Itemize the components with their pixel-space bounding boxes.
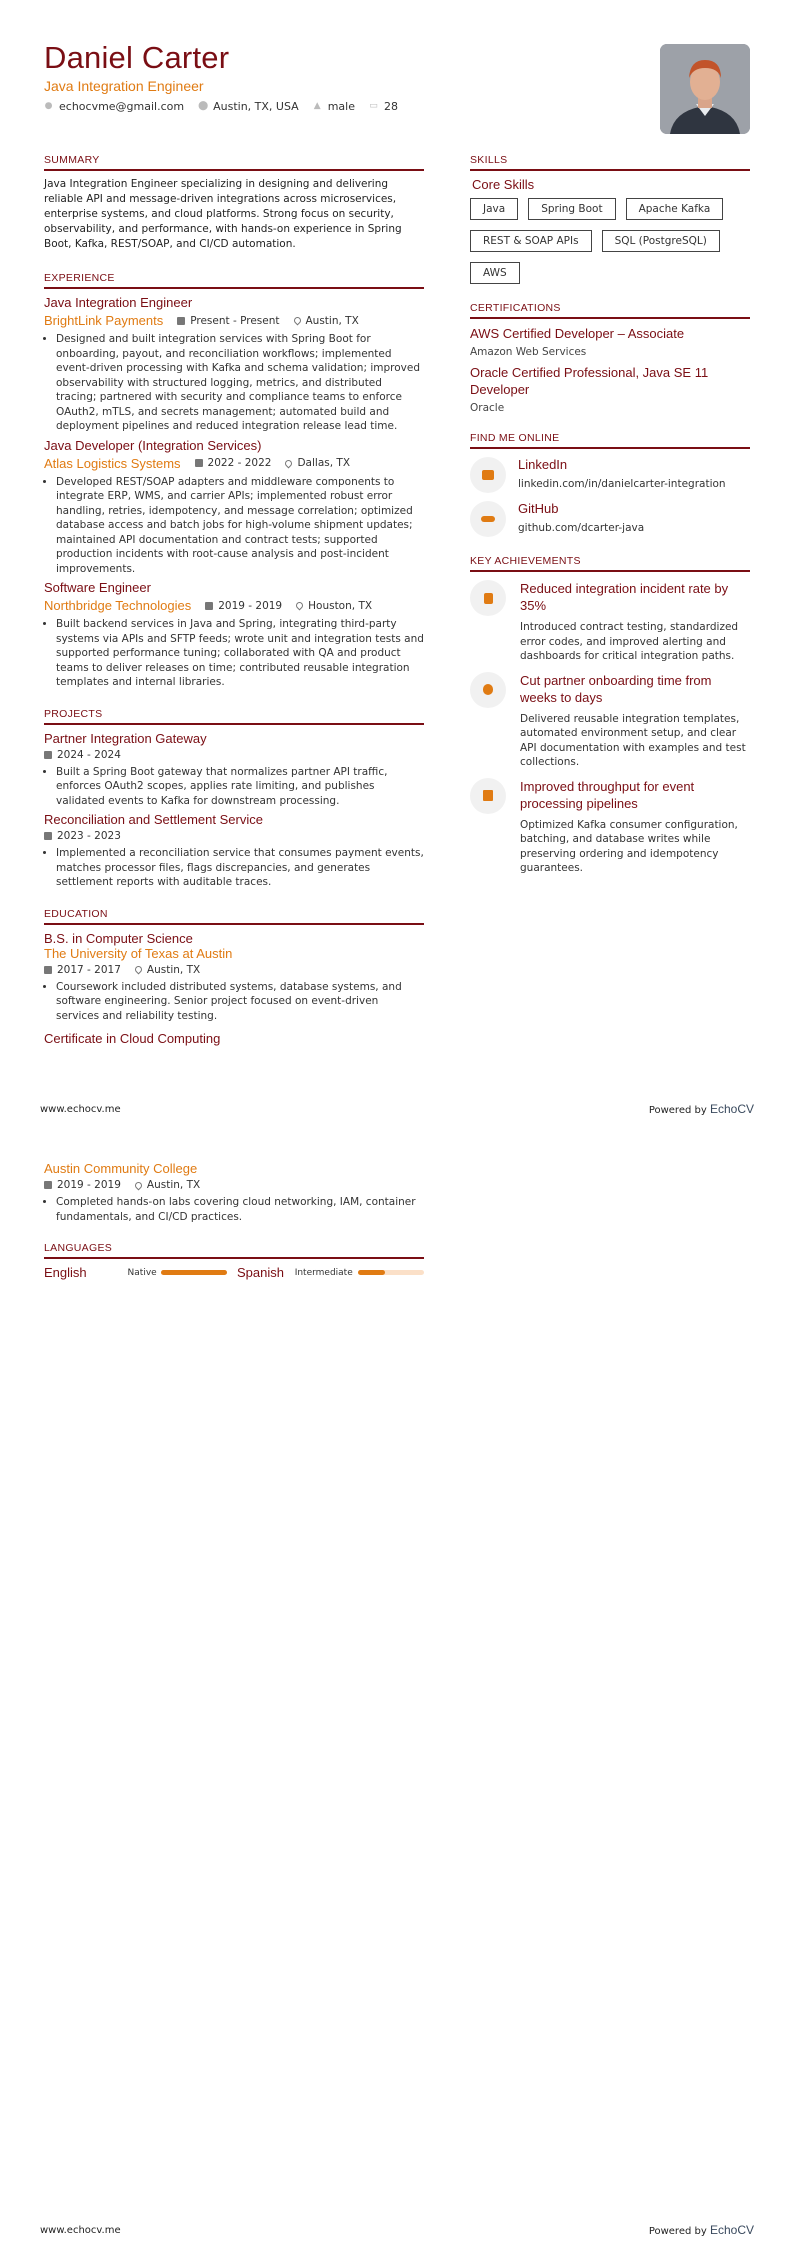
- experience-dates: [195, 457, 272, 469]
- skills-heading: SKILLS: [470, 154, 750, 171]
- calendar-icon: [44, 966, 52, 974]
- experience-location: [285, 457, 350, 469]
- education-meta: [44, 964, 424, 976]
- achievement-title: Cut partner onboarding time from weeks to days: [520, 672, 712, 705]
- email-icon: ●: [44, 101, 53, 111]
- calendar-icon: [44, 751, 52, 759]
- location-icon: ⬤: [198, 101, 209, 111]
- experience-item: [44, 438, 424, 577]
- achievement-desc: Introduced contract testing, standardized error codes, and improved alerting and dashboards for critical integration paths.: [520, 621, 739, 662]
- education-item: [44, 931, 424, 1024]
- person-icon: ▲: [313, 101, 321, 111]
- certifications-heading: CERTIFICATIONS: [470, 302, 750, 319]
- language-bar-fill: [358, 1270, 384, 1275]
- certification-name: Oracle Certified Professional, Java SE 11 Developer: [470, 365, 709, 397]
- summary-heading: SUMMARY: [44, 154, 424, 171]
- online-link[interactable]: github.com/dcarter-java: [518, 522, 645, 534]
- project-name: Partner Integration Gateway: [44, 730, 207, 746]
- project-item: [44, 731, 424, 809]
- language-level: Intermediate: [294, 1267, 353, 1278]
- dates-text: 2017 - 2017: [57, 963, 121, 976]
- dates-text: Present - Present: [190, 314, 280, 327]
- online-name: LinkedIn: [518, 457, 568, 472]
- achievement-title: Improved throughput for event processing pipelines: [520, 778, 695, 811]
- language-name: English: [44, 1265, 87, 1280]
- right-column: [470, 154, 750, 876]
- online-item-github: [470, 501, 750, 537]
- location-pin-icon: [292, 316, 302, 326]
- experience-bullet: • Developed REST/SOAP adapters and middleware components to integrate ERP, WMS, and carrier APIs; implemented robust error handling, retries, idempotency, and message correlation; optimized database access and batch jobs for high-volume shipment updates; maintained API documentation and contract tests; supported production incidents with root-cause analysis and post-incident improvements.: [56, 475, 424, 577]
- experience-bullet: • Built backend services in Java and Spring, integrating third-party systems via APIs and SFTP feeds; wrote unit and integration tests and supported performance tuning; collaborated with QA and product teams to deliver releases on time; contributed reusable integration templates and internal libraries.: [56, 617, 424, 690]
- education-degree: Certificate in Cloud Computing: [44, 1031, 221, 1046]
- factory-icon: [470, 778, 506, 814]
- location-text: Austin, TX: [146, 963, 201, 976]
- project-name: Reconciliation and Settlement Service: [44, 812, 263, 827]
- language-level: Native: [127, 1267, 157, 1278]
- experience-location: [294, 315, 359, 327]
- page-footer: [40, 2223, 754, 2237]
- location-text: Austin, TX: [146, 1179, 201, 1191]
- dates-text: 2024 - 2024: [57, 748, 121, 761]
- skill-group-title: Core Skills: [472, 177, 535, 192]
- footer-site[interactable]: www.echocv.me: [40, 2224, 121, 2236]
- experience-dates: [177, 315, 279, 327]
- candidate-title: Java Integration Engineer: [44, 78, 204, 94]
- footer-site[interactable]: www.echocv.me: [40, 1103, 121, 1115]
- experience-item: [44, 295, 424, 434]
- education-degree: B.S. in Computer Science: [44, 930, 193, 946]
- certification-item: [470, 325, 750, 358]
- experience-meta: [44, 313, 424, 328]
- skill-chip: AWS: [470, 262, 520, 284]
- experience-company: Northbridge Technologies: [44, 598, 192, 613]
- summary-text: Java Integration Engineer specializing in designing and delivering reliable API and message-driven integrations across microservices, enterprise systems, and cloud platforms. Strong focus on security, observability, and performance, with hands-on experience in Spring Boot, Kafka, REST/SOAP, and CI/CD automation.: [44, 178, 402, 250]
- github-icon: [470, 501, 506, 537]
- gender-text: male: [327, 100, 355, 113]
- bug-icon: [470, 672, 506, 708]
- project-meta: [44, 830, 424, 842]
- location-text: Austin, TX, USA: [213, 100, 299, 113]
- education-heading: EDUCATION: [44, 908, 424, 925]
- achievement-item: [470, 778, 750, 876]
- certification-org: Oracle: [470, 402, 505, 414]
- project-bullets: [44, 846, 424, 890]
- age-item: [369, 100, 398, 113]
- experience-dates: [205, 600, 282, 612]
- email-text: echocvme@gmail.com: [59, 100, 185, 113]
- resume-page-2: [0, 1123, 794, 2246]
- education-bullet: • Completed hands-on labs covering cloud networking, IAM, container fundamentals, and CI/CD practices.: [56, 1195, 424, 1224]
- email-item: [44, 100, 184, 113]
- location-text: Dallas, TX: [297, 457, 351, 469]
- experience-role: Java Integration Engineer: [44, 295, 193, 310]
- languages-row: [44, 1265, 424, 1280]
- online-heading: FIND ME ONLINE: [470, 432, 750, 449]
- online-link[interactable]: linkedin.com/in/danielcarter-integration: [518, 478, 726, 490]
- certification-org: Amazon Web Services: [470, 346, 587, 358]
- skill-chip: Java: [470, 198, 518, 220]
- education-school: The University of Texas at Austin: [44, 945, 233, 961]
- project-item: [44, 812, 424, 890]
- gender-item: [313, 100, 355, 113]
- left-column: [44, 154, 424, 1046]
- location-pin-icon: [133, 965, 143, 975]
- dates-text: 2019 - 2019: [218, 599, 283, 612]
- project-bullets: [44, 765, 424, 809]
- experience-company: Atlas Logistics Systems: [44, 455, 181, 471]
- age-text: 28: [383, 100, 398, 113]
- powered-text: Powered by: [648, 1105, 707, 1116]
- project-dates: [44, 830, 121, 842]
- experience-meta: [44, 598, 424, 613]
- education-bullets: [44, 1195, 424, 1224]
- location-pin-icon: [133, 1180, 143, 1190]
- powered-text: Powered by: [648, 2226, 707, 2237]
- brand-logo: EchoCV: [709, 1102, 754, 1116]
- achievement-title: Reduced integration incident rate by 35%: [520, 581, 729, 613]
- experience-company: BrightLink Payments: [44, 313, 164, 328]
- calendar-icon: [177, 317, 185, 325]
- page-footer: [40, 1102, 754, 1116]
- calendar-icon: [205, 602, 213, 610]
- achievement-desc: Delivered reusable integration templates, automated environment setup, and clear API documentation with examples and test collections.: [520, 712, 746, 768]
- left-column-continued: [44, 1161, 424, 1280]
- language-name: Spanish: [237, 1265, 284, 1280]
- calendar-icon: [44, 1181, 52, 1189]
- experience-bullet: • Designed and built integration services with Spring Boot for onboarding, payout, and reconciliation workflows; implemented event-driven processing with Kafka and schema validation; improved observability with structured logging, metrics, and distributed tracing; partnered with security and compliance teams to enforce OAuth2, mTLS, and secrets management; automated build and deployment pipelines and reduced integration release lead time.: [56, 332, 424, 434]
- dates-text: 2022 - 2022: [207, 457, 272, 469]
- location-text: Houston, TX: [308, 599, 373, 612]
- project-dates: [44, 749, 121, 761]
- experience-location: [296, 600, 372, 612]
- location-pin-icon: [295, 601, 305, 611]
- experience-role: Software Engineer: [44, 580, 151, 595]
- skill-chip: SQL (PostgreSQL): [602, 230, 720, 252]
- profile-photo: [660, 44, 750, 134]
- language-bar: [358, 1270, 424, 1275]
- project-meta: [44, 749, 424, 761]
- education-school: Austin Community College: [44, 1161, 198, 1176]
- calendar-icon: ▭: [369, 101, 378, 111]
- certification-name: AWS Certified Developer – Associate: [470, 326, 685, 341]
- dates-text: 2023 - 2023: [57, 830, 121, 842]
- contact-info: [44, 100, 398, 113]
- online-name: GitHub: [518, 501, 559, 516]
- experience-meta: [44, 456, 424, 471]
- experience-item: [44, 580, 424, 690]
- projects-heading: PROJECTS: [44, 708, 424, 725]
- skill-chip: REST & SOAP APIs: [470, 230, 592, 252]
- education-meta: [44, 1179, 424, 1191]
- document-icon: [470, 580, 506, 616]
- education-bullets: [44, 980, 424, 1024]
- candidate-name: Daniel Carter: [44, 40, 230, 75]
- project-bullet: • Implemented a reconciliation service that consumes payment events, matches processor files, flags discrepancies, and generates settlement reports with auditable traces.: [56, 846, 424, 890]
- skill-chip: Apache Kafka: [626, 198, 724, 220]
- experience-role: Java Developer (Integration Services): [44, 437, 262, 453]
- experience-bullets: [44, 475, 424, 577]
- achievement-item: [470, 672, 750, 770]
- location-pin-icon: [284, 458, 294, 468]
- achievements-heading: KEY ACHIEVEMENTS: [470, 555, 750, 572]
- education-bullet: • Coursework included distributed systems, database systems, and software engineering. Senior project focused on event-driven services and reliability testing.: [56, 980, 424, 1024]
- certification-item: [470, 364, 750, 414]
- experience-bullets: [44, 617, 424, 690]
- brand-logo: EchoCV: [709, 2223, 754, 2237]
- education-dates: [44, 1179, 121, 1191]
- experience-bullets: [44, 332, 424, 434]
- language-bar-fill: [161, 1270, 227, 1275]
- project-bullet: • Built a Spring Boot gateway that normalizes partner API traffic, enforces OAuth2 scopes, applies rate limiting, and publishes validated events to Kafka for downstream processing.: [56, 765, 424, 809]
- education-location: [135, 1179, 200, 1191]
- dates-text: 2019 - 2019: [57, 1179, 121, 1191]
- footer-powered: [649, 1102, 754, 1116]
- education-location: [135, 964, 200, 976]
- location-item: [198, 100, 299, 113]
- calendar-icon: [44, 832, 52, 840]
- footer-powered: [649, 2223, 754, 2237]
- location-text: Austin, TX: [305, 314, 359, 327]
- calendar-icon: [195, 459, 203, 467]
- skill-chips: [470, 198, 750, 284]
- achievement-item: [470, 580, 750, 664]
- linkedin-icon: [470, 457, 506, 493]
- experience-heading: EXPERIENCE: [44, 272, 424, 289]
- achievement-desc: Optimized Kafka consumer configuration, batching, and database writes while preserving ordering and idempotency guarantees.: [520, 818, 738, 874]
- languages-heading: LANGUAGES: [44, 1242, 424, 1259]
- online-item-linkedin: [470, 457, 750, 493]
- skill-chip: Spring Boot: [528, 198, 615, 220]
- language-bar: [161, 1270, 227, 1275]
- education-dates: [44, 964, 121, 976]
